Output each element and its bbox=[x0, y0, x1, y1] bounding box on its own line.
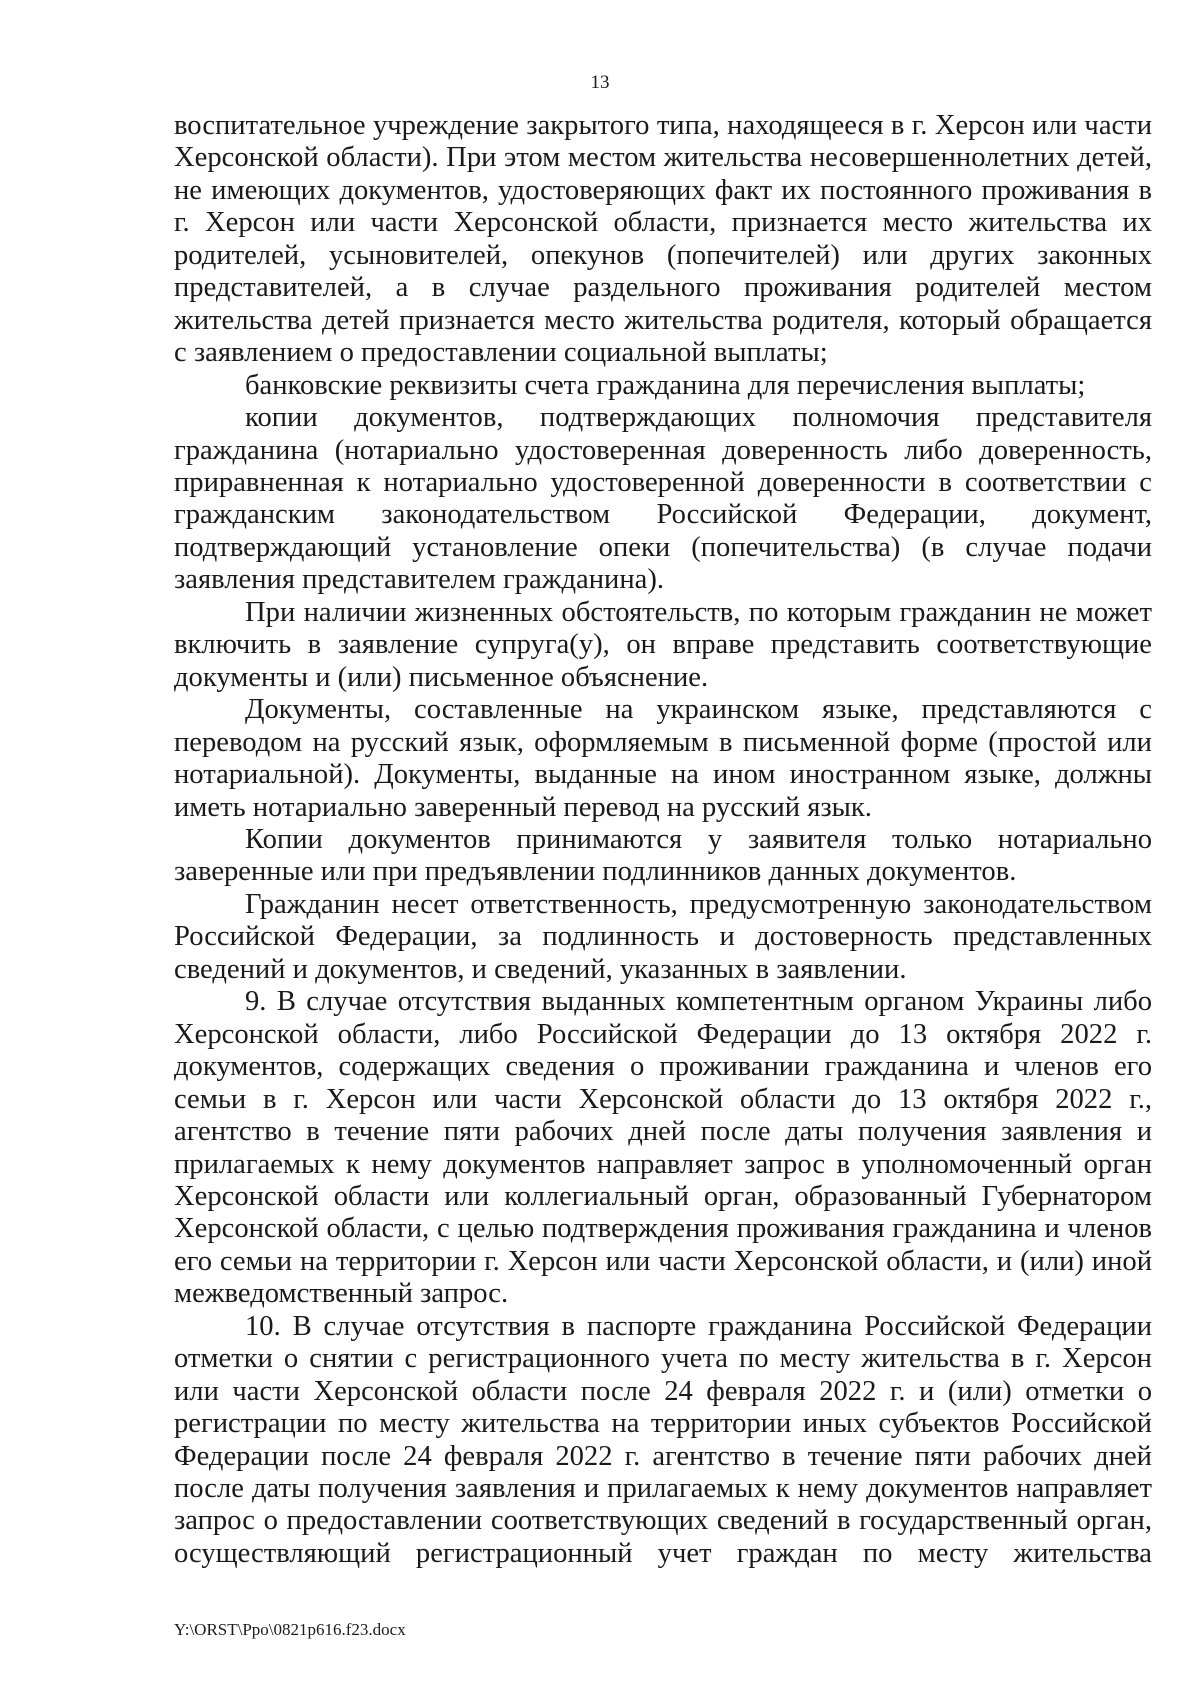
footer-file-path: Y:\ORST\Ppo\0821p616.f23.docx bbox=[174, 1620, 406, 1639]
document-body bbox=[174, 110, 1152, 1570]
paragraph-item-9: 9. В случае отсутствия выданных компетентным органом Украины либо Херсонской области, либо Российской Федерации до 13 октября 2022 г. документов, содержащих сведения о проживании гражданина и членов его семьи в г. Херсон или части Херсонской области до 13 октября 2022 г., агентство в течение пяти рабочих дней после даты получения заявления и прилагаемых к нему документов направляет запрос в уполномоченный орган Херсонской области или коллегиальный орган, образованный Губернатором Херсонской области, с целью подтверждения проживания гражданина и членов его семьи на территории г. Херсон или части Херсонской области, и (или) иной межведомственный запрос. bbox=[174, 986, 1152, 1310]
paragraph-ukrainian-documents: Документы, составленные на украинском языке, представляются с переводом на русский язык, оформляемым в письменной форме (простой или нотариальной). Документы, выданные на ином иностранном языке, должны иметь нотариально заверенный перевод на русский язык. bbox=[174, 694, 1152, 823]
paragraph-continuation: воспитательное учреждение закрытого типа, находящееся в г. Херсон или части Херсонской области). При этом местом жительства несовершеннолетних детей, не имеющих документов, удостоверяющих факт их постоянного проживания в г. Херсон или части Херсонской области, признается место жительства их родителей, усыновителей, опекунов (попечителей) или других законных представителей, а в случае раздельного проживания родителей местом жительства детей признается место жительства родителя, который обращается с заявлением о предоставлении социальной выплаты; bbox=[174, 110, 1152, 369]
paragraph-document-copies: Копии документов принимаются у заявителя только нотариально заверенные или при предъявлении подлинников данных документов. bbox=[174, 823, 1152, 888]
paragraph-bank-details: банковские реквизиты счета гражданина для перечисления выплаты; bbox=[245, 369, 1086, 401]
page-number: 13 bbox=[590, 72, 610, 93]
paragraph-item-10: 10. В случае отсутствия в паспорте гражданина Российской Федерации отметки о снятии с регистрационного учета по месту жительства в г. Херсон или части Херсонской области после 24 февраля 2022 г. и (или) отметки о регистрации по месту жительства на территории иных субъектов Российской Федерации после 24 февраля 2022 г. агентство в течение пяти рабочих дней после даты получения заявления и прилагаемых к нему документов направляет запрос о предоставлении соответствующих сведений в государственный орган, осуществляющий регистрационный учет граждан по месту жительства bbox=[174, 1310, 1152, 1569]
paragraph-representative-documents: копии документов, подтверждающих полномочия представителя гражданина (нотариально удостоверенная доверенность либо доверенность, приравненная к нотариально удостоверенной доверенности в соответствии с гражданским законодательством Российской Федерации, документ, подтверждающий установление опеки (попечительства) (в случае подачи заявления представителем гражданина). bbox=[174, 402, 1152, 596]
paragraph-responsibility: Гражданин несет ответственность, предусмотренную законодательством Российской Федерации, за подлинность и достоверность представленных сведений и документов, и сведений, указанных в заявлении. bbox=[174, 888, 1152, 985]
paragraph-life-circumstances: При наличии жизненных обстоятельств, по которым гражданин не может включить в заявление супруга(у), он вправе представить соответствующие документы и (или) письменное объяснение. bbox=[174, 596, 1152, 693]
